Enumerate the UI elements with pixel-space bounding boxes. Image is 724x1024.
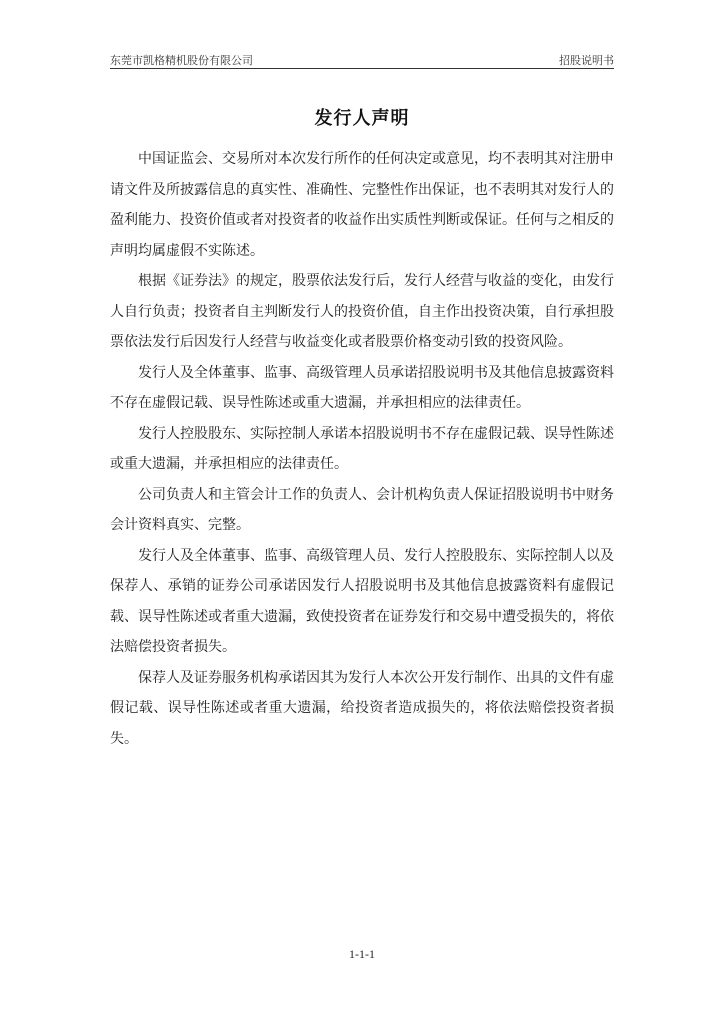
header-company-name: 东莞市凯格精机股份有限公司	[110, 54, 253, 67]
page-number: 1-1-1	[349, 947, 375, 961]
header-document-type: 招股说明书	[559, 54, 614, 67]
paragraph: 发行人控股股东、实际控制人承诺本招股说明书不存在虚假记载、误导性陈述或重大遗漏，并承担相应的法律责任。	[110, 425, 614, 472]
page-title: 发行人声明	[314, 108, 410, 129]
paragraph: 中国证监会、交易所对本次发行所作的任何决定或意见，均不表明其对注册申请文件及所披露信息的真实性、准确性、完整性作出保证，也不表明其对发行人的盈利能力、投资价值或者对投资者的收益作出实质性判断或保证。任何与之相反的声明均属虚假不实陈述。	[110, 151, 614, 259]
paragraph: 根据《证券法》的规定，股票依法发行后，发行人经营与收益的变化，由发行人自行负责；投资者自主判断发行人的投资价值，自主作出投资决策，自行承担股票依法发行后因发行人经营与收益变化或者股票价格变动引致的投资风险。	[110, 273, 614, 350]
paragraph: 发行人及全体董事、监事、高级管理人员、发行人控股股东、实际控制人以及保荐人、承销的证券公司承诺因发行人招股说明书及其他信息披露资料有虚假记载、误导性陈述或者重大遗漏，致使投资者在证券发行和交易中遭受损失的，将依法赔偿投资者损失。	[110, 547, 614, 655]
paragraph: 发行人及全体董事、监事、高级管理人员承诺招股说明书及其他信息披露资料不存在虚假记载、误导性陈述或重大遗漏，并承担相应的法律责任。	[110, 364, 614, 411]
paragraph: 公司负责人和主管会计工作的负责人、会计机构负责人保证招股说明书中财务会计资料真实、完整。	[110, 486, 614, 533]
page-header	[110, 50, 614, 69]
paragraph: 保荐人及证券服务机构承诺因其为发行人本次公开发行制作、出具的文件有虚假记载、误导性陈述或者重大遗漏，给投资者造成损失的，将依法赔偿投资者损失。	[110, 669, 614, 747]
statement-body	[110, 144, 614, 754]
